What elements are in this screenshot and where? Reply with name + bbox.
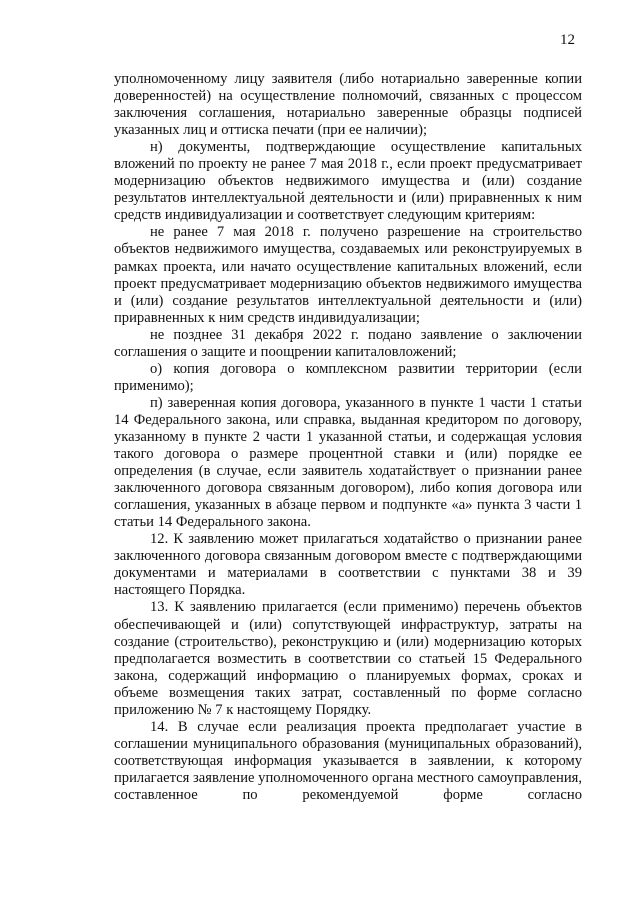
- paragraph-point-12: 12. К заявлению может прилагаться ходатайство о признании ранее заключенного договора связанным договором вместе с подтверждающими документами и материалами в соответствии с пунктами 38 и 39 настоящего Порядка.: [114, 531, 582, 599]
- paragraph-point-13: 13. К заявлению прилагается (если применимо) перечень объектов обеспечивающей и (или) сопутствующей инфраструктур, затраты на создание (строительство), реконструкцию и (или) модернизацию которых предполагается возместить в соответствии со статьей 15 Федерального закона, содержащий информацию о планируемых формах, сроках и объеме возмещения таких затрат, составленный по форме согласно приложению № 7 к настоящему Порядку.: [114, 599, 582, 718]
- document-body: [114, 71, 582, 804]
- paragraph-point-14: 14. В случае если реализация проекта предполагает участие в соглашении муниципального образования (муниципальных образований), соответствующая информация указывается в заявлении, к которому прилагается заявление уполномоченного органа местного самоуправления, составленное по рекомендуемой форме согласно: [114, 718, 582, 803]
- paragraph-criterion-2: не позднее 31 декабря 2022 г. подано заявление о заключении соглашения о защите и поощрении капиталовложений;: [114, 326, 582, 360]
- paragraph-continuation-l: уполномоченному лицу заявителя (либо нотариально заверенные копии доверенностей) на осуществление полномочий, связанных с процессом заключения соглашения, нотариально заверенные образцы подписей указанных лиц и оттиска печати (при ее наличии);: [114, 71, 582, 139]
- paragraph-item-p: п) заверенная копия договора, указанного в пункте 1 части 1 статьи 14 Федерального закона, или справка, выданная кредитором по договору, указанному в пункте 2 части 1 указанной статьи, и содержащая условия такого договора о размере процентной ставки и (или) порядке ее определения (в случае, если заявитель ходатайствует о признании ранее заключенного договора связанным договором), либо копия договора или соглашения, указанных в абзаце первом и подпункте «а» пункта 3 части 1 статьи 14 Федерального закона.: [114, 394, 582, 531]
- page-number: 12: [560, 32, 575, 48]
- paragraph-item-n: н) документы, подтверждающие осуществление капитальных вложений по проекту не ранее 7 мая 2018 г., если проект предусматривает модернизацию объектов недвижимого имущества и (или) создание результатов интеллектуальной деятельности и (или) приравненных к ним средств индивидуализации и соответствует следующим критериям:: [114, 139, 582, 224]
- paragraph-criterion-1: не ранее 7 мая 2018 г. получено разрешение на строительство объектов недвижимого имущества, создаваемых или реконструируемых в рамках проекта, или начато осуществление капитальных вложений, если проект предусматривает модернизацию объектов недвижимого имущества и (или) создание результатов интеллектуальной деятельности и (или) приравненных к ним средств индивидуализации;: [114, 224, 582, 326]
- paragraph-item-o: о) копия договора о комплексном развитии территории (если применимо);: [114, 360, 582, 394]
